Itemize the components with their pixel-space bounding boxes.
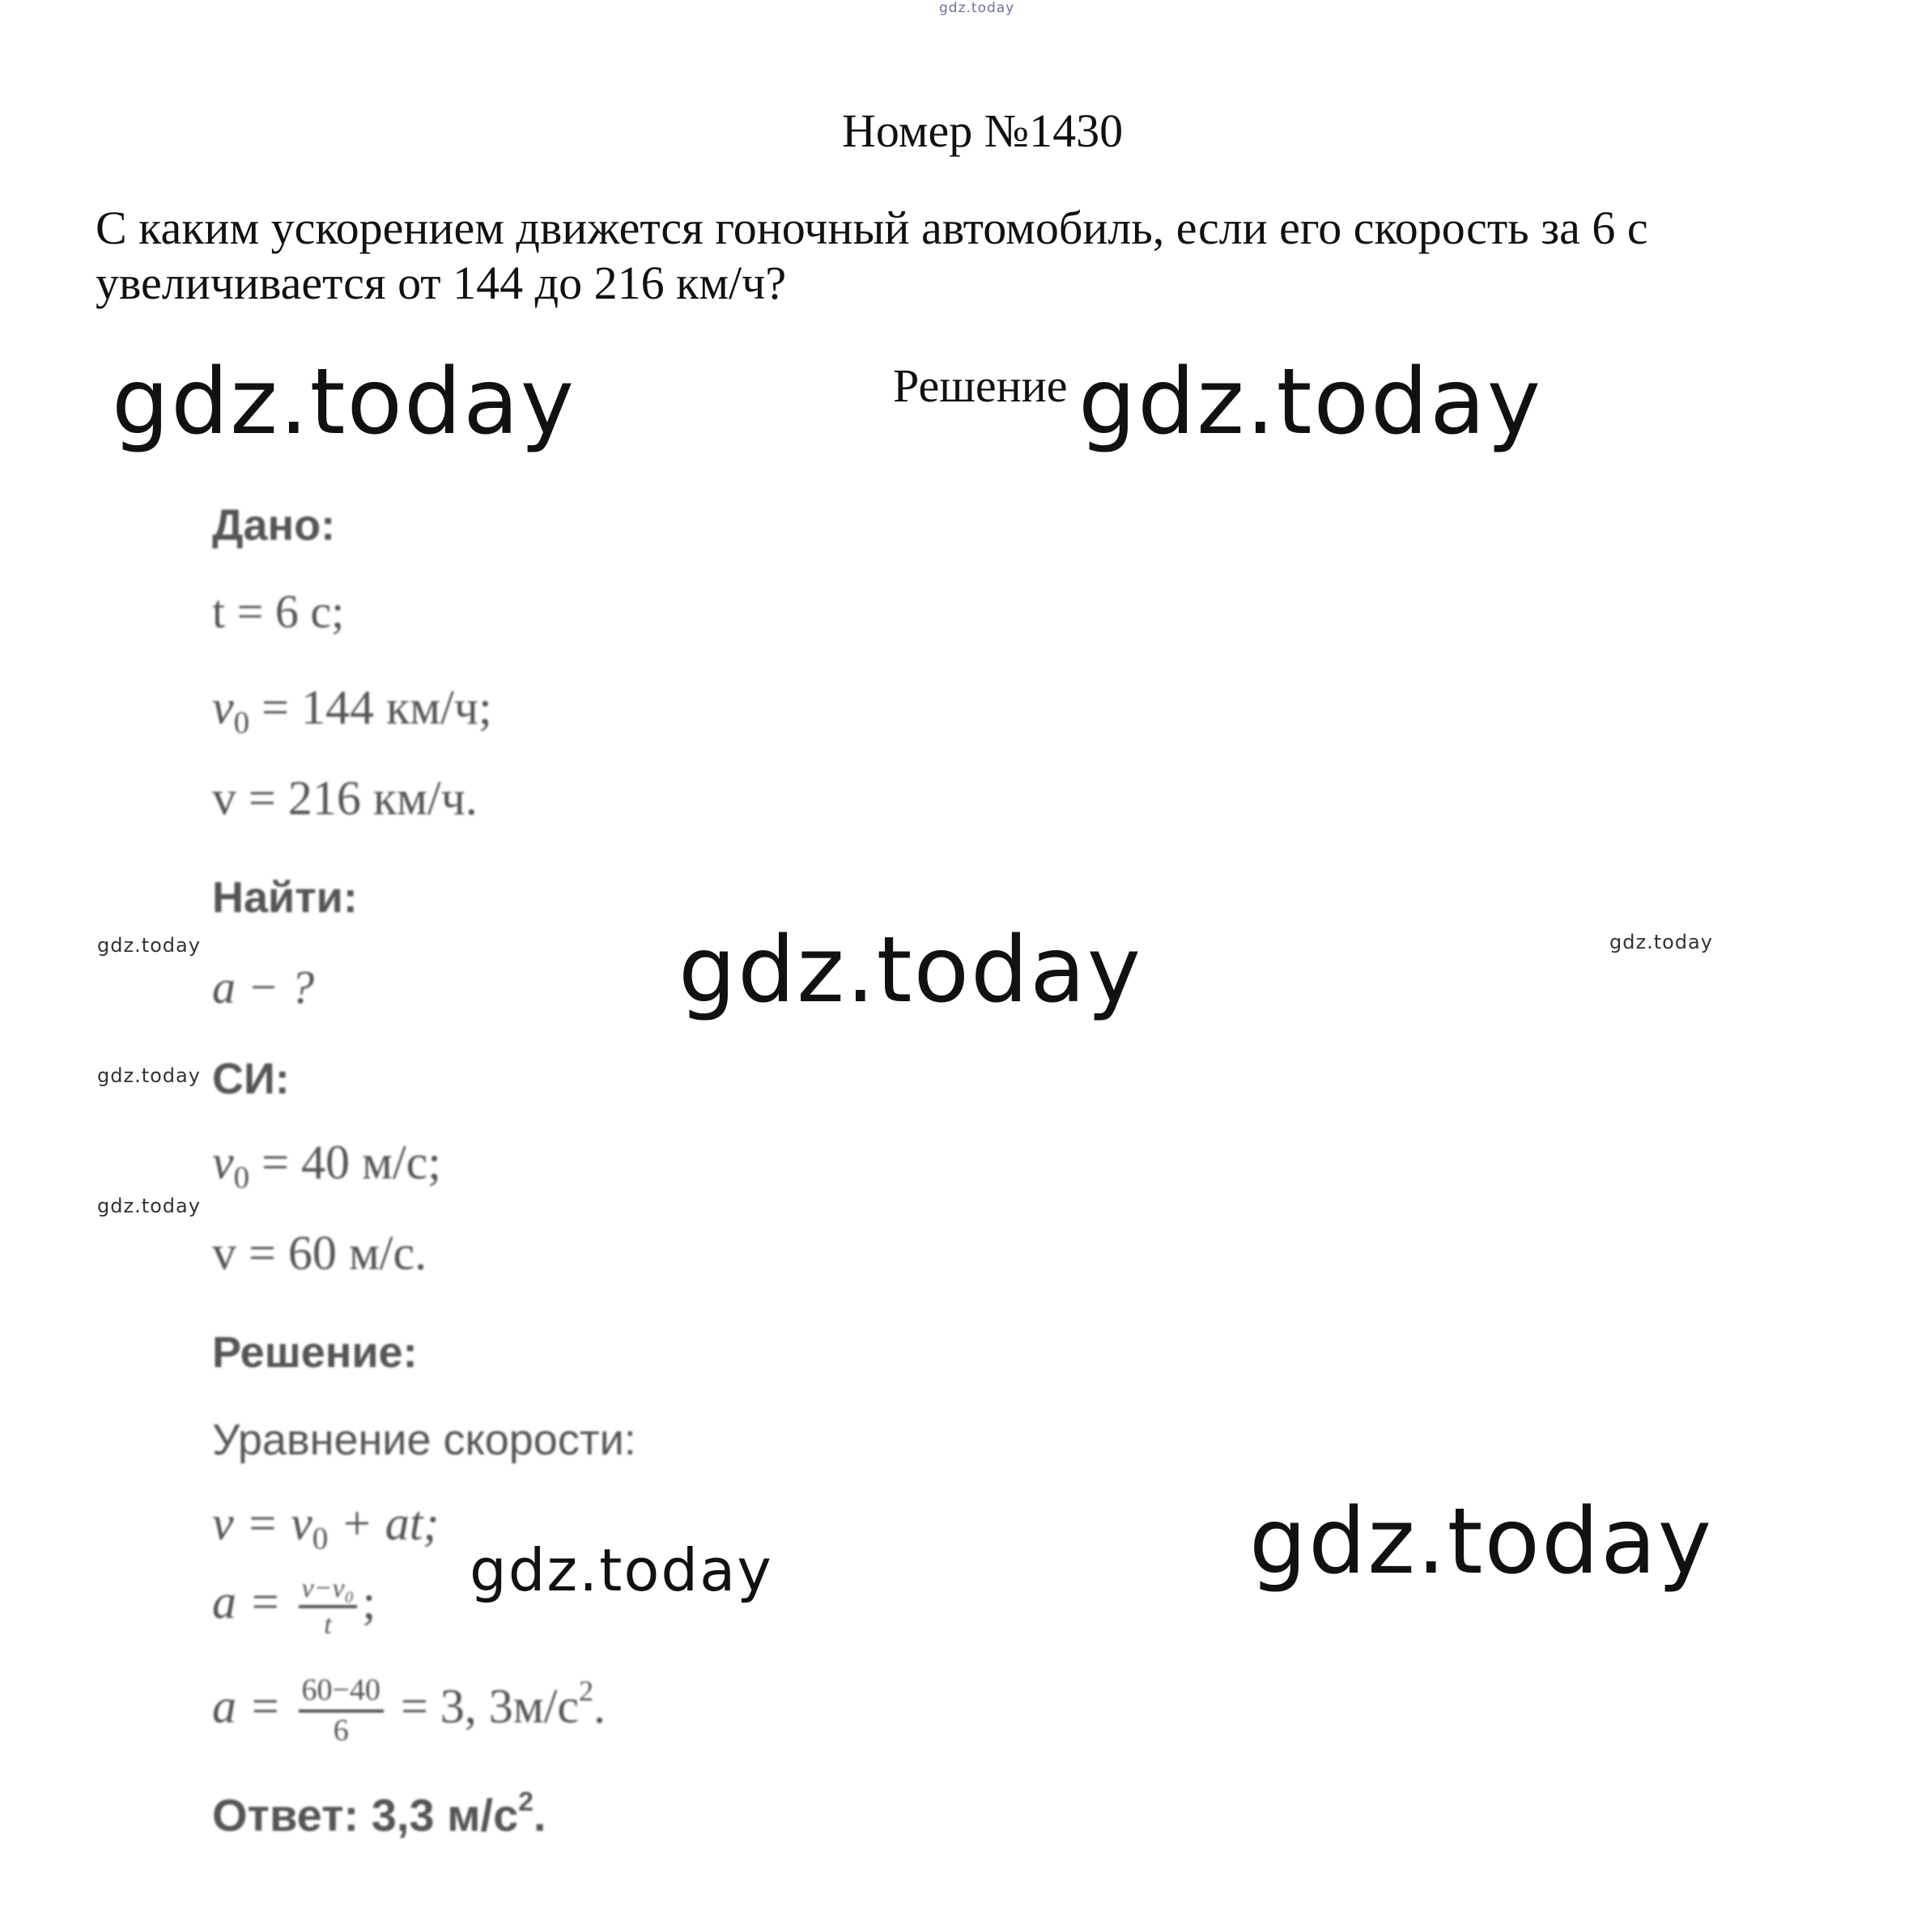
eq1-right: + at; <box>328 1497 440 1550</box>
page-title: Номер №1430 <box>842 104 1124 157</box>
solution-heading: Решение <box>893 359 1068 412</box>
answer-text: Ответ: 3,3 м/с <box>212 1790 519 1841</box>
eq1-subscript: 0 <box>312 1521 329 1556</box>
si-v0-value: = 40 м/с; <box>249 1136 441 1189</box>
eq3-fraction <box>299 1674 384 1748</box>
answer-exponent: 2 <box>518 1787 534 1817</box>
given-initial-speed <box>212 680 492 741</box>
si-final-speed: v = 60 м/с. <box>212 1226 427 1280</box>
eq3-denominator: 6 <box>333 1713 349 1748</box>
watermark-small-1: gdz.today <box>97 934 201 957</box>
watermark-medium: gdz.today <box>470 1536 773 1604</box>
watermark-small-2: gdz.today <box>1609 931 1713 953</box>
problem-text <box>96 201 1648 311</box>
answer-end: . <box>533 1790 546 1841</box>
eq3-result: = 3, 3м/с <box>400 1679 580 1733</box>
velocity-equation <box>212 1496 439 1557</box>
problem-line-1: С каким ускорением движется гоночный автомобиль, если его скорость за 6 с <box>96 202 1648 254</box>
eq3-numerator: 60−40 <box>299 1674 384 1713</box>
watermark-small-4: gdz.today <box>97 1195 201 1217</box>
eq2-denominator: t <box>324 1610 332 1641</box>
watermark-large-3: gdz.today <box>678 918 1143 1023</box>
si-v0-subscript: 0 <box>233 1160 250 1195</box>
v0-value: = 144 км/ч; <box>249 681 492 734</box>
eq3-lhs: a = <box>212 1679 282 1733</box>
given-time: t = 6 с; <box>212 585 345 638</box>
problem-line-2: увеличивается от 144 до 216 км/ч? <box>96 257 787 309</box>
watermark-large-4: gdz.today <box>1249 1489 1714 1594</box>
eq3-exponent: 2 <box>579 1675 594 1707</box>
answer <box>212 1787 546 1841</box>
v0-subscript: 0 <box>233 705 250 741</box>
equation-label: Уравнение скорости: <box>212 1416 636 1464</box>
find-value: a − ? <box>212 961 315 1013</box>
eq3-end: . <box>593 1679 606 1733</box>
solution-label: Решение: <box>212 1328 418 1377</box>
eq2-fraction <box>299 1573 358 1641</box>
watermark-large-1: gdz.today <box>112 350 576 455</box>
given-final-speed: v = 216 км/ч. <box>212 771 478 825</box>
acceleration-calculation <box>212 1674 606 1748</box>
si-label: СИ: <box>212 1055 290 1103</box>
watermark-large-2: gdz.today <box>1078 350 1543 455</box>
acceleration-formula <box>212 1573 376 1641</box>
eq2-numerator: v−v₀ <box>299 1573 358 1608</box>
eq2-lhs: a = <box>212 1575 282 1629</box>
v0-symbol: v <box>212 681 234 734</box>
watermark-small-3: gdz.today <box>97 1064 201 1087</box>
eq2-end: ; <box>362 1575 376 1629</box>
eq1-left: v = v <box>212 1497 312 1550</box>
given-label: Дано: <box>212 501 336 550</box>
si-v0-symbol: v <box>212 1136 234 1189</box>
find-label: Найти: <box>212 873 358 922</box>
si-initial-speed <box>212 1135 441 1196</box>
watermark-top: gdz.today <box>939 0 1015 16</box>
